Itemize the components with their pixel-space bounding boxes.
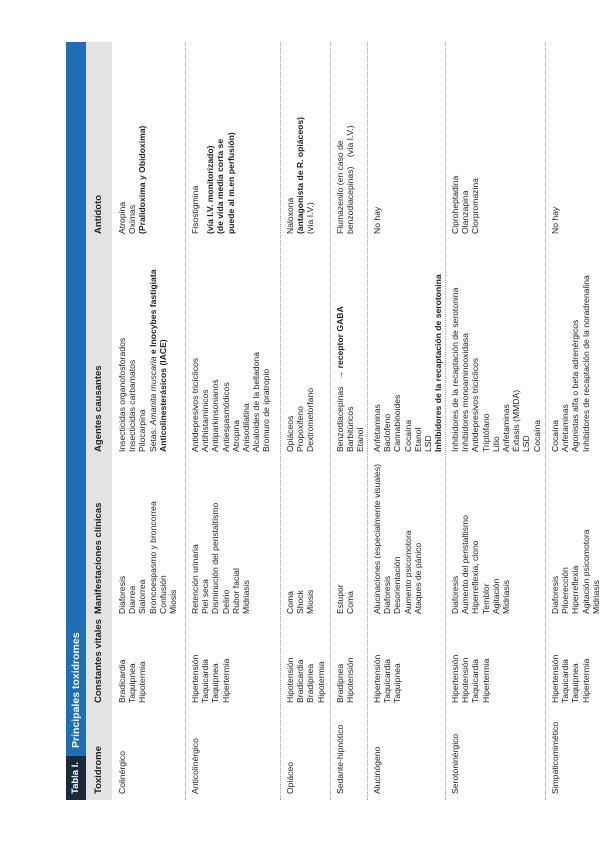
header-agents: Agentes causantes bbox=[93, 365, 104, 452]
vitals-cell bbox=[117, 660, 148, 703]
agent: Bromuro de ipratropio bbox=[261, 368, 272, 452]
antidote: Naloxona bbox=[285, 197, 295, 234]
agent: Insecticidas organofosforados bbox=[117, 337, 127, 452]
agents-cell bbox=[117, 270, 168, 452]
clinical-sign: Diaforesis bbox=[382, 575, 393, 614]
vital-sign: Hipertermia bbox=[220, 658, 231, 703]
agent: Litio bbox=[490, 436, 501, 452]
vital-sign: Hipotensión bbox=[460, 657, 471, 703]
agent: LSD bbox=[521, 435, 532, 452]
agent: Anfetaminas bbox=[372, 404, 382, 452]
agent-setas bbox=[148, 270, 158, 452]
header-vitals: Constantes vitales bbox=[93, 619, 104, 703]
clinical-sign: Temblor bbox=[480, 583, 491, 614]
clinical-sign: Confusión bbox=[157, 575, 168, 614]
clinical-sign: Estupor bbox=[335, 584, 345, 614]
vitals-cell bbox=[335, 658, 355, 703]
clinical-sign: Aumento psicomotora bbox=[402, 530, 413, 614]
clinical-sign: Rubor facial bbox=[230, 568, 241, 614]
vitals-cell bbox=[450, 655, 491, 703]
agent: Antiparkinsonianos bbox=[210, 379, 221, 452]
vital-sign: Bradipnea bbox=[335, 663, 345, 703]
table-row bbox=[367, 42, 446, 800]
agent: Barbitúricos bbox=[345, 406, 356, 452]
vitals-cell bbox=[190, 655, 231, 703]
agent: Cocaína bbox=[531, 419, 542, 452]
agent: Antiespasmódicos bbox=[220, 382, 231, 452]
antidote: Olanzapina bbox=[460, 190, 471, 234]
toxidrome-name: Alucinógeno bbox=[372, 746, 382, 794]
table-title-bar bbox=[66, 42, 86, 800]
agent: Anfetaminas bbox=[560, 404, 571, 452]
vital-sign: Bradipnea bbox=[305, 663, 316, 703]
agent: Anfetaminas bbox=[501, 404, 512, 452]
header-toxidrome: Toxidrome bbox=[93, 746, 104, 794]
antidote-note: (de vida media corta se bbox=[215, 138, 226, 234]
vital-sign: Taquicardia bbox=[560, 659, 571, 703]
clinical-sign: Ataques de pánico bbox=[412, 542, 423, 614]
antidote-route: (vía I.V.) bbox=[345, 125, 356, 158]
vital-sign: Hipertermia bbox=[580, 658, 591, 703]
agent: Antidepresivos tricíclicos bbox=[470, 357, 481, 452]
clinical-cell bbox=[285, 590, 316, 614]
antidote-cell bbox=[117, 126, 148, 234]
table-row bbox=[445, 42, 546, 800]
clinical-sign: Agitación bbox=[490, 578, 501, 614]
header-clinical: Manifestaciones clínicas bbox=[93, 502, 104, 614]
table-header bbox=[86, 42, 112, 800]
clinical-sign: Diaforesis bbox=[450, 575, 460, 614]
clinical-sign: Desorientación bbox=[392, 556, 403, 614]
receptor-label: receptor GABA bbox=[335, 306, 345, 369]
agent: Atropina bbox=[230, 419, 241, 452]
antidote-cell bbox=[335, 125, 355, 234]
antidote-cell bbox=[285, 117, 316, 234]
antidote: Clorpromazina bbox=[470, 178, 481, 234]
agent: Agonistas alfa o beta adrenérgicos bbox=[570, 319, 581, 452]
antidote bbox=[345, 125, 355, 234]
clinical-sign: Miosis bbox=[168, 589, 179, 614]
toxidrome-name: Opiáceo bbox=[285, 761, 295, 794]
table-title: Principales toxidromes bbox=[70, 632, 82, 748]
clinical-sign: Diaforesis bbox=[550, 575, 560, 614]
clinical-cell bbox=[450, 515, 511, 614]
agent: Anisodilatina bbox=[241, 403, 252, 452]
clinical-sign: Sialorrea bbox=[137, 579, 148, 614]
vital-sign: Hipertensión bbox=[550, 654, 560, 703]
agent: Alcaloides de la belladona bbox=[251, 352, 262, 452]
arrow-icon: → bbox=[335, 370, 345, 380]
antidote: No hay bbox=[372, 206, 382, 234]
agent: Benzodiacepinas bbox=[335, 386, 345, 452]
table-row bbox=[112, 42, 186, 800]
agents-cell bbox=[450, 288, 542, 452]
table-row bbox=[545, 42, 600, 800]
setas-prefix: Setas: bbox=[147, 425, 158, 452]
agent: Cocaína bbox=[402, 419, 413, 452]
toxidrome-name: Colinérgico bbox=[117, 751, 127, 794]
vitals-cell bbox=[285, 658, 326, 703]
agent: Cannabinoides bbox=[392, 394, 403, 452]
antidote-cell bbox=[550, 207, 560, 234]
agent: Baclofeno bbox=[382, 413, 393, 452]
agent-highlight: Anticolinesterásicos (IACE) bbox=[157, 339, 168, 452]
clinical-sign: Midriasis bbox=[590, 580, 601, 614]
clinical-sign: Delirio bbox=[220, 589, 231, 614]
vitals-cell bbox=[550, 655, 591, 703]
clinical-sign: Shock bbox=[295, 590, 306, 614]
antidote-note: (antagonista de R. opiáceos) bbox=[295, 117, 306, 234]
clinical-sign: Diaforesis bbox=[117, 575, 127, 614]
agents-cell bbox=[550, 275, 591, 452]
clinical-cell bbox=[550, 529, 601, 614]
agent: Opiáceos bbox=[285, 415, 295, 452]
agent: Inhibidores monoaminooxidasa bbox=[460, 333, 471, 452]
clinical-sign: Coma bbox=[285, 591, 295, 614]
vital-sign: Hipertensión bbox=[450, 654, 460, 703]
clinical-sign: Midriasis bbox=[501, 580, 512, 614]
antidote-cell bbox=[190, 132, 236, 234]
antidote-text: benzodiacepinas) bbox=[345, 166, 356, 234]
clinical-cell bbox=[190, 503, 251, 614]
clinical-sign: Piloerección bbox=[560, 567, 571, 614]
agents-cell bbox=[190, 352, 272, 452]
vital-sign: Taquipnea bbox=[570, 663, 581, 703]
clinical-sign: Alucinaciones (especialmente visuales) bbox=[372, 464, 382, 614]
vital-sign: Taquicardia bbox=[200, 659, 211, 703]
antidote: Oximas bbox=[127, 204, 138, 234]
clinical-sign: Disminución del peristaltismo bbox=[210, 502, 221, 614]
toxidrome-name: Anticolinérgico bbox=[190, 738, 200, 794]
agent: Etanol bbox=[412, 427, 423, 452]
vital-sign: Bradicardia bbox=[295, 659, 306, 703]
table-row bbox=[280, 42, 331, 800]
toxidromes-table bbox=[66, 42, 601, 800]
vital-sign: Hipertermia bbox=[480, 658, 491, 703]
antidote: Flumazenilo (en caso de bbox=[335, 140, 345, 234]
clinical-sign: Diarrea bbox=[127, 585, 138, 614]
agent: Antidepresivos tricíclicos bbox=[190, 357, 200, 452]
clinical-sign: Coma bbox=[345, 591, 356, 614]
clinical-sign: Midriasis bbox=[241, 580, 252, 614]
agent: Propoxifeno bbox=[295, 406, 306, 452]
agent: LSD bbox=[423, 435, 434, 452]
clinical-sign: Hiperreflexia bbox=[570, 565, 581, 614]
clinical-cell bbox=[372, 464, 423, 614]
setas-suffix: e Inocybes fastigiata bbox=[147, 269, 158, 357]
agent: Cocaína bbox=[550, 419, 560, 452]
agents-cell bbox=[335, 306, 366, 452]
agent-highlight: Inhibidores de la recaptación de serotonina bbox=[433, 274, 444, 452]
antidote-route: (vía I.V.) bbox=[305, 202, 316, 234]
vital-sign: Taquicardia bbox=[382, 659, 393, 703]
vital-sign: Taquicardia bbox=[470, 659, 481, 703]
vital-sign: Hipotensión bbox=[285, 657, 295, 703]
agent: Etanol bbox=[355, 427, 366, 452]
setas-species: Amanita muscaria bbox=[147, 356, 158, 426]
clinical-sign: Broncoespasmo y broncorrea bbox=[147, 501, 158, 614]
clinical-sign: Piel seca bbox=[200, 579, 211, 614]
antidote-note: (Pralidoxima y Obidoxima) bbox=[137, 125, 148, 234]
clinical-sign: Miosis bbox=[305, 589, 316, 614]
vital-sign: Hipertensión bbox=[190, 654, 200, 703]
table-row bbox=[185, 42, 281, 800]
agent: Éxtasis (MMDA) bbox=[511, 389, 522, 452]
vital-sign: Hipotensión bbox=[345, 657, 356, 703]
antidote: No hay bbox=[550, 206, 560, 234]
antidote: Fisostigmina bbox=[190, 185, 200, 234]
antidote: Ciproheptadina bbox=[450, 175, 460, 234]
antidote-cell bbox=[450, 176, 481, 234]
clinical-sign: Aumento del peristaltismo bbox=[460, 515, 471, 614]
vitals-cell bbox=[372, 655, 403, 703]
agent: Dextrometorfano bbox=[305, 387, 316, 452]
vital-sign: Taquipnea bbox=[127, 663, 138, 703]
vital-sign: Taquipnea bbox=[210, 663, 221, 703]
agent: Triptófano bbox=[480, 413, 491, 452]
antidote: Atropina bbox=[117, 201, 127, 234]
agent: Pilocarpina bbox=[137, 409, 148, 452]
vital-sign: Hipertensión bbox=[372, 654, 382, 703]
vital-sign: Hipotermia bbox=[315, 661, 326, 703]
vital-sign: Taquipnea bbox=[392, 663, 403, 703]
clinical-sign: Agitación psicomotora bbox=[580, 529, 591, 614]
agent: Insecticidas carbamatos bbox=[127, 359, 138, 452]
vital-sign: Bradicardia bbox=[117, 659, 127, 703]
antidote-cell bbox=[372, 207, 382, 234]
table-number: Tabla I. bbox=[66, 756, 86, 800]
agent: Antihistamínicos bbox=[200, 389, 211, 452]
antidote-note: (vía I.V. monitorizado) bbox=[205, 145, 216, 234]
clinical-cell bbox=[335, 584, 355, 614]
toxidrome-name: Serotoninérgico bbox=[450, 733, 460, 794]
clinical-sign: Hiperreflexia, clono bbox=[470, 540, 481, 614]
vital-sign: Hipotermia bbox=[137, 661, 148, 703]
agent: Inhibidores de recaptación de la noradrenalina bbox=[580, 275, 591, 452]
agent: Inhibidores de la recaptación de serotonina bbox=[450, 287, 460, 452]
agent-benzodiazepines bbox=[335, 306, 345, 452]
clinical-sign: Retención urinaria bbox=[190, 544, 200, 614]
agents-cell bbox=[372, 274, 443, 452]
toxidrome-name: Simpaticomimético bbox=[550, 721, 560, 794]
antidote-note: puede al m.en perfusión) bbox=[225, 132, 236, 234]
clinical-cell bbox=[117, 501, 178, 614]
toxidrome-name: Sedante-hipnótico bbox=[335, 724, 345, 794]
header-antidote: Antídoto bbox=[93, 194, 104, 234]
agents-cell bbox=[285, 388, 316, 452]
table-row bbox=[330, 42, 368, 800]
